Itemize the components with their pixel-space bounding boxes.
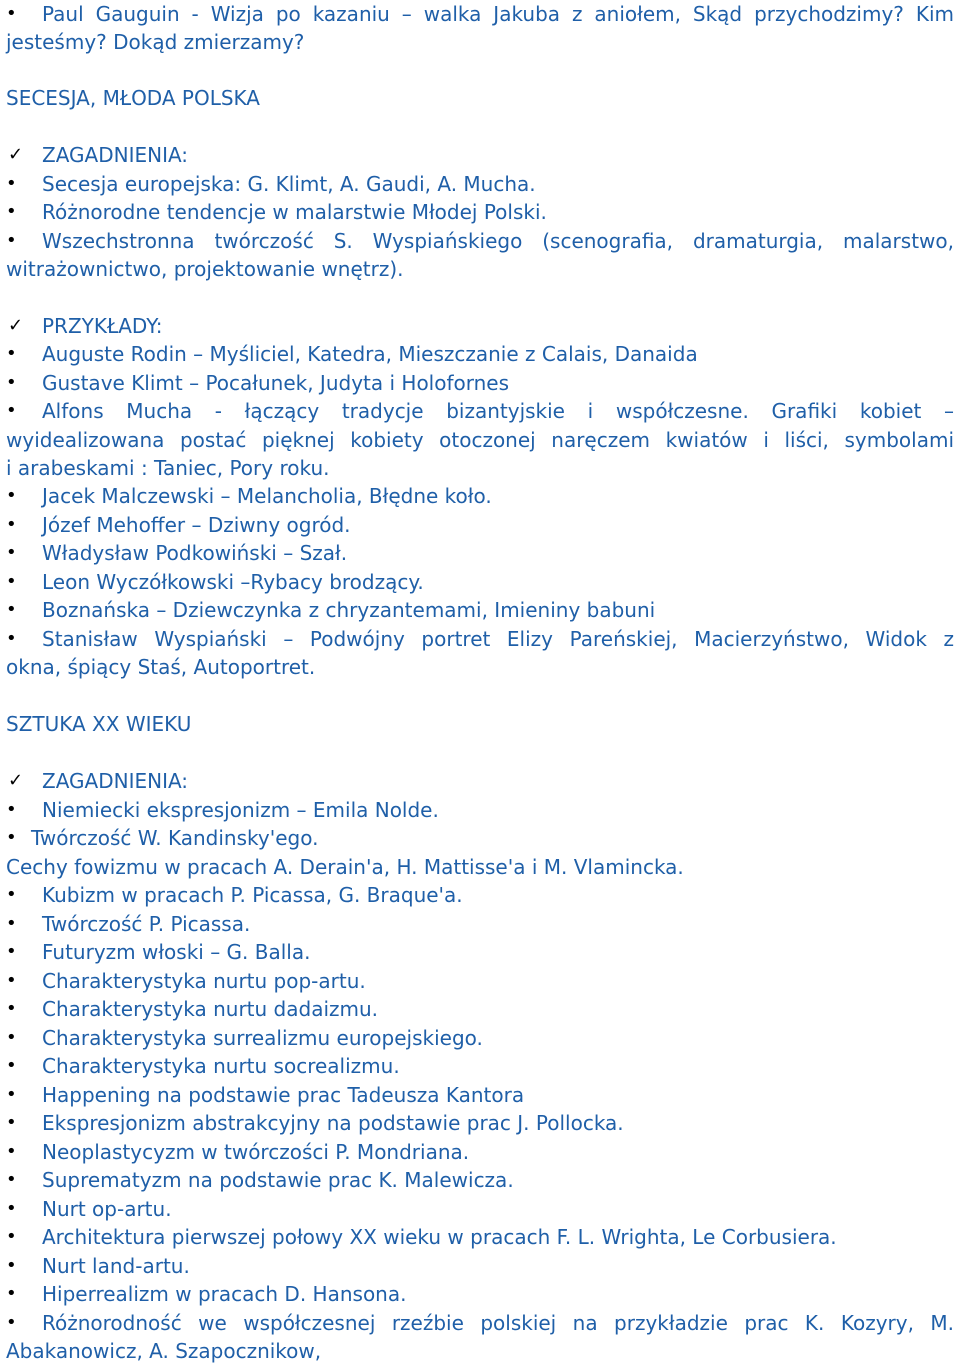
paragraph: Cechy fowizmu w pracach A. Derain'a, H. Mattisse'a i M. Vlamincka. <box>6 855 684 879</box>
list-item-continued: witrażownictwo, projektowanie wnętrz). <box>6 257 404 281</box>
bullet: • <box>6 941 17 962</box>
list-item: Charakterystyka surrealizmu europejskiego. <box>42 1026 483 1050</box>
section-title: SECESJA, MŁODA POLSKA <box>6 86 260 110</box>
bullet: • <box>6 400 17 421</box>
bullet: • <box>6 998 17 1019</box>
checkmark-icon: ✓ <box>8 144 24 165</box>
list-item: Ekspresjonizm abstrakcyjny na podstawie prac J. Pollocka. <box>42 1111 624 1135</box>
bullet: • <box>6 3 17 24</box>
subsection-title: PRZYKŁADY: <box>42 314 163 338</box>
bullet: • <box>6 799 17 820</box>
bullet: • <box>6 485 17 506</box>
bullet: • <box>6 1169 17 1190</box>
list-item: Gustave Klimt – Pocałunek, Judyta i Holofornes <box>42 371 510 395</box>
bullet: • <box>6 599 17 620</box>
section-title: SZTUKA XX WIEKU <box>6 712 192 736</box>
bullet: • <box>6 1283 17 1304</box>
bullet: • <box>6 1198 17 1219</box>
list-item: Neoplastycyzm w twórczości P. Mondriana. <box>42 1140 470 1164</box>
list-item: Nurt op-artu. <box>42 1197 172 1221</box>
list-item: Nurt land-artu. <box>42 1254 190 1278</box>
list-item: Różnorodność we współczesnej rzeźbie polskiej na przykładzie prac K. Kozyry, M. <box>42 1311 954 1335</box>
bullet: • <box>6 1027 17 1048</box>
bullet: • <box>6 571 17 592</box>
list-item-continued: jesteśmy? Dokąd zmierzamy? <box>6 30 305 54</box>
list-item: Twórczość P. Picassa. <box>42 912 251 936</box>
list-item: Happening na podstawie prac Tadeusza Kantora <box>42 1083 525 1107</box>
bullet: • <box>6 542 17 563</box>
list-item: Charakterystyka nurtu dadaizmu. <box>42 997 379 1021</box>
bullet: • <box>6 343 17 364</box>
list-item: Twórczość W. Kandinsky'ego. <box>31 826 319 850</box>
bullet: • <box>6 970 17 991</box>
list-item: Hiperrealizm w pracach D. Hansona. <box>42 1282 407 1306</box>
bullet: • <box>6 173 17 194</box>
list-item-continued: wyidealizowana postać pięknej kobiety otoczonej naręczem kwiatów i liści, symbolami <box>6 428 954 452</box>
list-item: Charakterystyka nurtu pop-artu. <box>42 969 366 993</box>
list-item: Wszechstronna twórczość S. Wyspiańskiego (scenografia, dramaturgia, malarstwo, <box>42 229 954 253</box>
list-item: Władysław Podkowiński – Szał. <box>42 541 348 565</box>
bullet: • <box>6 1226 17 1247</box>
bullet: • <box>6 1112 17 1133</box>
bullet: • <box>6 1255 17 1276</box>
list-item: Futuryzm włoski – G. Balla. <box>42 940 311 964</box>
list-item: Charakterystyka nurtu socrealizmu. <box>42 1054 400 1078</box>
list-item: Różnorodne tendencje w malarstwie Młodej Polski. <box>42 200 547 224</box>
list-item: Auguste Rodin – Myśliciel, Katedra, Mieszczanie z Calais, Danaida <box>42 342 698 366</box>
checkmark-icon: ✓ <box>8 315 24 336</box>
list-item: Kubizm w pracach P. Picassa, G. Braque'a. <box>42 883 463 907</box>
list-item-continued: i arabeskami : Taniec, Pory roku. <box>6 456 330 480</box>
checkmark-icon: ✓ <box>8 770 24 791</box>
bullet: • <box>6 230 17 251</box>
bullet: • <box>6 1084 17 1105</box>
subsection-title: ZAGADNIENIA: <box>42 769 189 793</box>
bullet: • <box>6 1055 17 1076</box>
subsection-title: ZAGADNIENIA: <box>42 143 189 167</box>
list-item: Secesja europejska: G. Klimt, A. Gaudi, A. Mucha. <box>42 172 536 196</box>
list-item: Stanisław Wyspiański – Podwójny portret Elizy Pareńskiej, Macierzyństwo, Widok z <box>42 627 954 651</box>
list-item: Niemiecki ekspresjonizm – Emila Nolde. <box>42 798 439 822</box>
bullet: • <box>6 372 17 393</box>
bullet: • <box>6 201 17 222</box>
list-item: Boznańska – Dziewczynka z chryzantemami, Imieniny babuni <box>42 598 656 622</box>
bullet: • <box>6 628 17 649</box>
list-item-continued: Abakanowicz, A. Szapocznikow, <box>6 1339 322 1363</box>
list-item: Józef Mehoffer – Dziwny ogród. <box>42 513 351 537</box>
bullet: • <box>6 827 17 848</box>
list-item: Paul Gauguin - Wizja po kazaniu – walka Jakuba z aniołem, Skąd przychodzimy? Kim <box>42 2 954 26</box>
list-item: Suprematyzm na podstawie prac K. Malewicza. <box>42 1168 514 1192</box>
list-item-continued: okna, śpiący Staś, Autoportret. <box>6 655 316 679</box>
bullet: • <box>6 1141 17 1162</box>
list-item: Jacek Malczewski – Melancholia, Błędne koło. <box>42 484 492 508</box>
bullet: • <box>6 1312 17 1333</box>
bullet: • <box>6 514 17 535</box>
list-item: Leon Wyczółkowski –Rybacy brodzący. <box>42 570 424 594</box>
bullet: • <box>6 913 17 934</box>
bullet: • <box>6 884 17 905</box>
list-item: Architektura pierwszej połowy XX wieku w pracach F. L. Wrighta, Le Corbusiera. <box>42 1225 837 1249</box>
list-item: Alfons Mucha - łączący tradycje bizantyjskie i współczesne. Grafiki kobiet – <box>42 399 954 423</box>
